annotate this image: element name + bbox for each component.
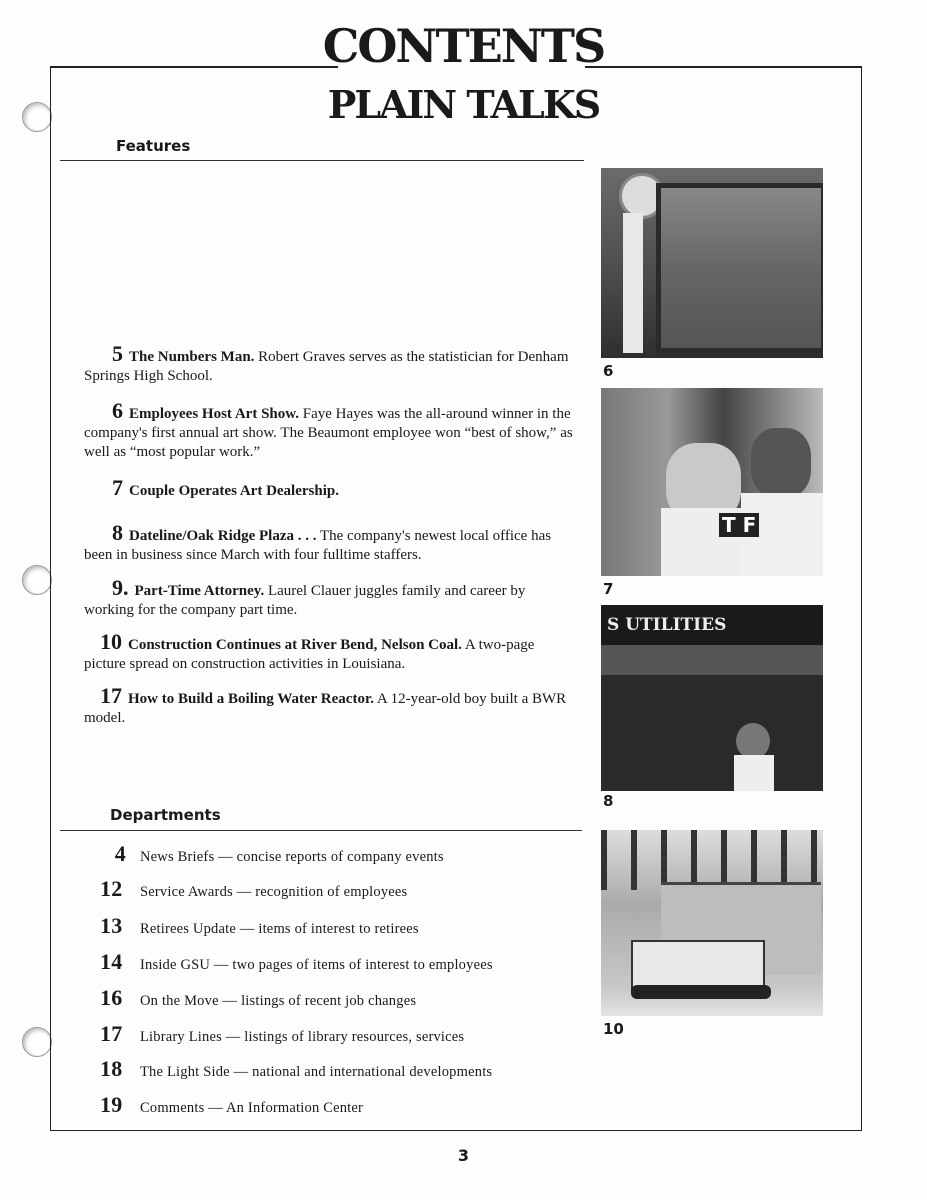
page-title: CONTENTS xyxy=(322,19,605,73)
department-item: 4 News Briefs — concise reports of company events xyxy=(114,841,444,866)
feature-item: 10 Construction Continues at River Bend, Nelson Coal. A two-page picture spread on construction activities in Louisiana. xyxy=(84,629,535,672)
magazine-name: PLAIN TALKS xyxy=(327,82,600,127)
feature-item: 9. Part-Time Attorney. Laurel Clauer juggles family and career by working for the company part time. xyxy=(84,575,526,618)
photo-oak-ridge-plaza xyxy=(601,605,823,791)
department-item: 12 Service Awards — recognition of employees xyxy=(100,876,408,901)
feature-item: 6 Employees Host Art Show. Faye Hayes was the all-around winner in the company's first annual art show. The Beaumont employee won “best of show,” as well as “most popular work.” xyxy=(84,398,573,460)
photo-art-show xyxy=(601,168,823,358)
punch-hole xyxy=(22,1027,52,1057)
photo-caption: 7 xyxy=(603,580,614,598)
feature-item: 17 How to Build a Boiling Water Reactor. A 12-year-old boy built a BWR model. xyxy=(84,683,567,726)
department-item: 14 Inside GSU — two pages of items of interest to employees xyxy=(100,949,493,974)
photo-sign-text: T F xyxy=(719,513,759,537)
photo-caption: 10 xyxy=(603,1020,624,1038)
photo-caption: 8 xyxy=(603,792,614,810)
page-number: 3 xyxy=(457,1146,470,1165)
departments-heading: Departments xyxy=(110,806,221,824)
punch-hole xyxy=(22,565,52,595)
divider xyxy=(60,830,582,831)
department-item: 13 Retirees Update — items of interest to retirees xyxy=(100,913,419,938)
photo-construction xyxy=(601,830,823,1016)
department-item: 16 On the Move — listings of recent job changes xyxy=(100,985,417,1010)
department-item: 19 Comments — An Information Center xyxy=(100,1092,364,1117)
photo-art-dealership xyxy=(601,388,823,576)
features-heading: Features xyxy=(116,137,191,155)
department-item: 17 Library Lines — listings of library resources, services xyxy=(100,1021,465,1046)
photo-sign-text: S UTILITIES xyxy=(601,605,823,645)
divider xyxy=(60,160,584,161)
feature-item: 8 Dateline/Oak Ridge Plaza . . . The company's newest local office has been in business since March with four fulltime staffers. xyxy=(84,520,552,563)
feature-item: 7 Couple Operates Art Dealership. xyxy=(112,475,339,500)
feature-item: 5 The Numbers Man. Robert Graves serves as the statistician for Denham Springs High School. xyxy=(84,341,569,384)
department-item: 18 The Light Side — national and international developments xyxy=(100,1056,493,1081)
photo-caption: 6 xyxy=(603,362,614,380)
